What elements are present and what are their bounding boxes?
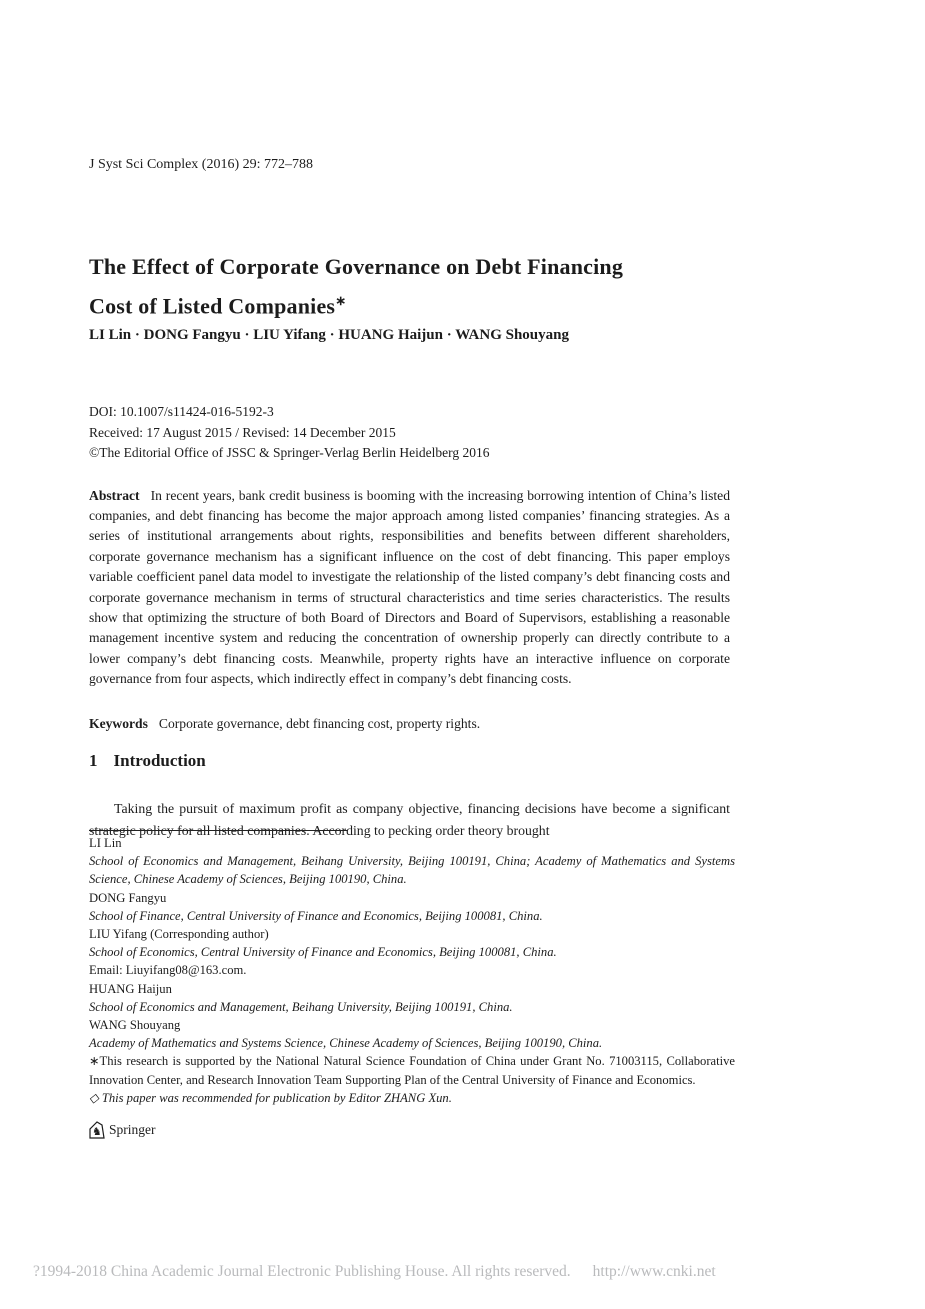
footnote-affiliation: School of Economics and Management, Beihang University, Beijing 100191, China. (89, 999, 513, 1014)
keywords-label: Keywords (89, 715, 148, 731)
footnote-author-huang-haijun: HUANG Haijun (89, 981, 172, 996)
svg-text:♞: ♞ (92, 1125, 102, 1138)
section-heading-introduction (89, 751, 206, 771)
springer-logo (89, 1121, 156, 1139)
footnote-editor-recommendation: ◇ This paper was recommended for publication by Editor ZHANG Xun. (89, 1090, 452, 1105)
received-line: Received: 17 August 2015 / Revised: 14 December 2015 (89, 424, 396, 440)
footnote-affiliation: Academy of Mathematics and Systems Science, Chinese Academy of Sciences, Beijing 100190, China. (89, 1036, 603, 1051)
footnote-email: Email: Liuyifang08@163.com. (89, 963, 247, 978)
footnote-affiliation: School of Economics and Management, Beihang University, Beijing 100191, China; Academy of Mathematics and Systems Science, Chinese Academy of Sciences, Beijing 100190, China. (89, 854, 735, 887)
paper-title-line1: The Effect of Corporate Governance on Debt Financing (89, 254, 624, 279)
title-footnote-asterisk: ∗ (335, 293, 347, 308)
abstract-paragraph (89, 486, 730, 690)
springer-wordmark: Springer (109, 1122, 156, 1137)
footer-copyright: ?1994-2018 China Academic Journal Electronic Publishing House. All rights reserved. (33, 1263, 571, 1280)
journal-reference: J Syst Sci Complex (2016) 29: 772–788 (89, 157, 314, 172)
footnote-author-wang-shouyang: WANG Shouyang (89, 1018, 181, 1033)
footnote-funding: ∗This research is supported by the National Natural Science Foundation of China under Grant No. 71003115, Collaborative Innovation Center, and Research Innovation Team Supporting Plan of the Central University of Finance and Economics. (89, 1054, 735, 1087)
abstract-label: Abstract (89, 487, 140, 503)
section-number: 1 (89, 751, 98, 770)
keywords-text: Corporate governance, debt financing cost, property rights. (158, 715, 481, 731)
author-list: LI Lin · DONG Fangyu · LIU Yifang · HUANG Haijun · WANG Shouyang (89, 327, 569, 343)
footer-url: http://www.cnki.net (592, 1263, 716, 1280)
abstract-text: In recent years, bank credit business is booming with the increasing borrowing intention of China’s listed companies, and debt financing has become the major approach among listed companies’ financing strategies. As a series of institutional arrangements about rights, responsibilities and benefits between different shareholders, corporate governance mechanism has a significant influence on the cost of debt financing. This paper employs variable coefficient panel data model to investigate the relationship of the listed company’s debt financing costs and corporate governance mechanism in terms of structural characteristics and time series characteristics. The results show that optimizing the structure of both Board of Directors and Board of Supervisors, establishing a reasonable management incentive system and reducing the concentration of ownership properly can directly contribute to a lower company’s debt financing costs. Meanwhile, property rights have an interactive influence on corporate governance from four aspects, which indirectly effect in company’s debt financing costs. (89, 487, 730, 687)
footnote-author-liu-yifang: LIU Yifang (Corresponding author) (89, 927, 269, 942)
footnote-affiliation: School of Economics, Central University of Finance and Economics, Beijing 100081, China. (89, 945, 557, 960)
paper-title-line2: Cost of Listed Companies∗ (89, 293, 347, 319)
footnote-affiliation: School of Finance, Central University of Finance and Economics, Beijing 100081, China. (89, 908, 543, 923)
footnote-block (89, 834, 735, 1107)
paper-title (89, 250, 749, 323)
cnki-footer (33, 1263, 893, 1281)
footnote-author-dong-fangyu: DONG Fangyu (89, 890, 167, 905)
doi-line: DOI: 10.1007/s11424-016-5192-3 (89, 404, 274, 419)
copyright-line: ©The Editorial Office of JSSC & Springer-Verlag Berlin Heidelberg 2016 (89, 445, 490, 460)
springer-horse-icon (89, 1121, 105, 1139)
keywords-line (89, 716, 730, 732)
article-meta (89, 402, 749, 464)
footnote-rule (89, 830, 347, 831)
section-title: Introduction (113, 751, 206, 770)
introduction-paragraph: Taking the pursuit of maximum profit as company objective, financing decisions have become a significant strategic policy for all listed companies. According to pecking order theory brought (89, 800, 730, 838)
footnote-author-li-lin: LI Lin (89, 836, 122, 850)
